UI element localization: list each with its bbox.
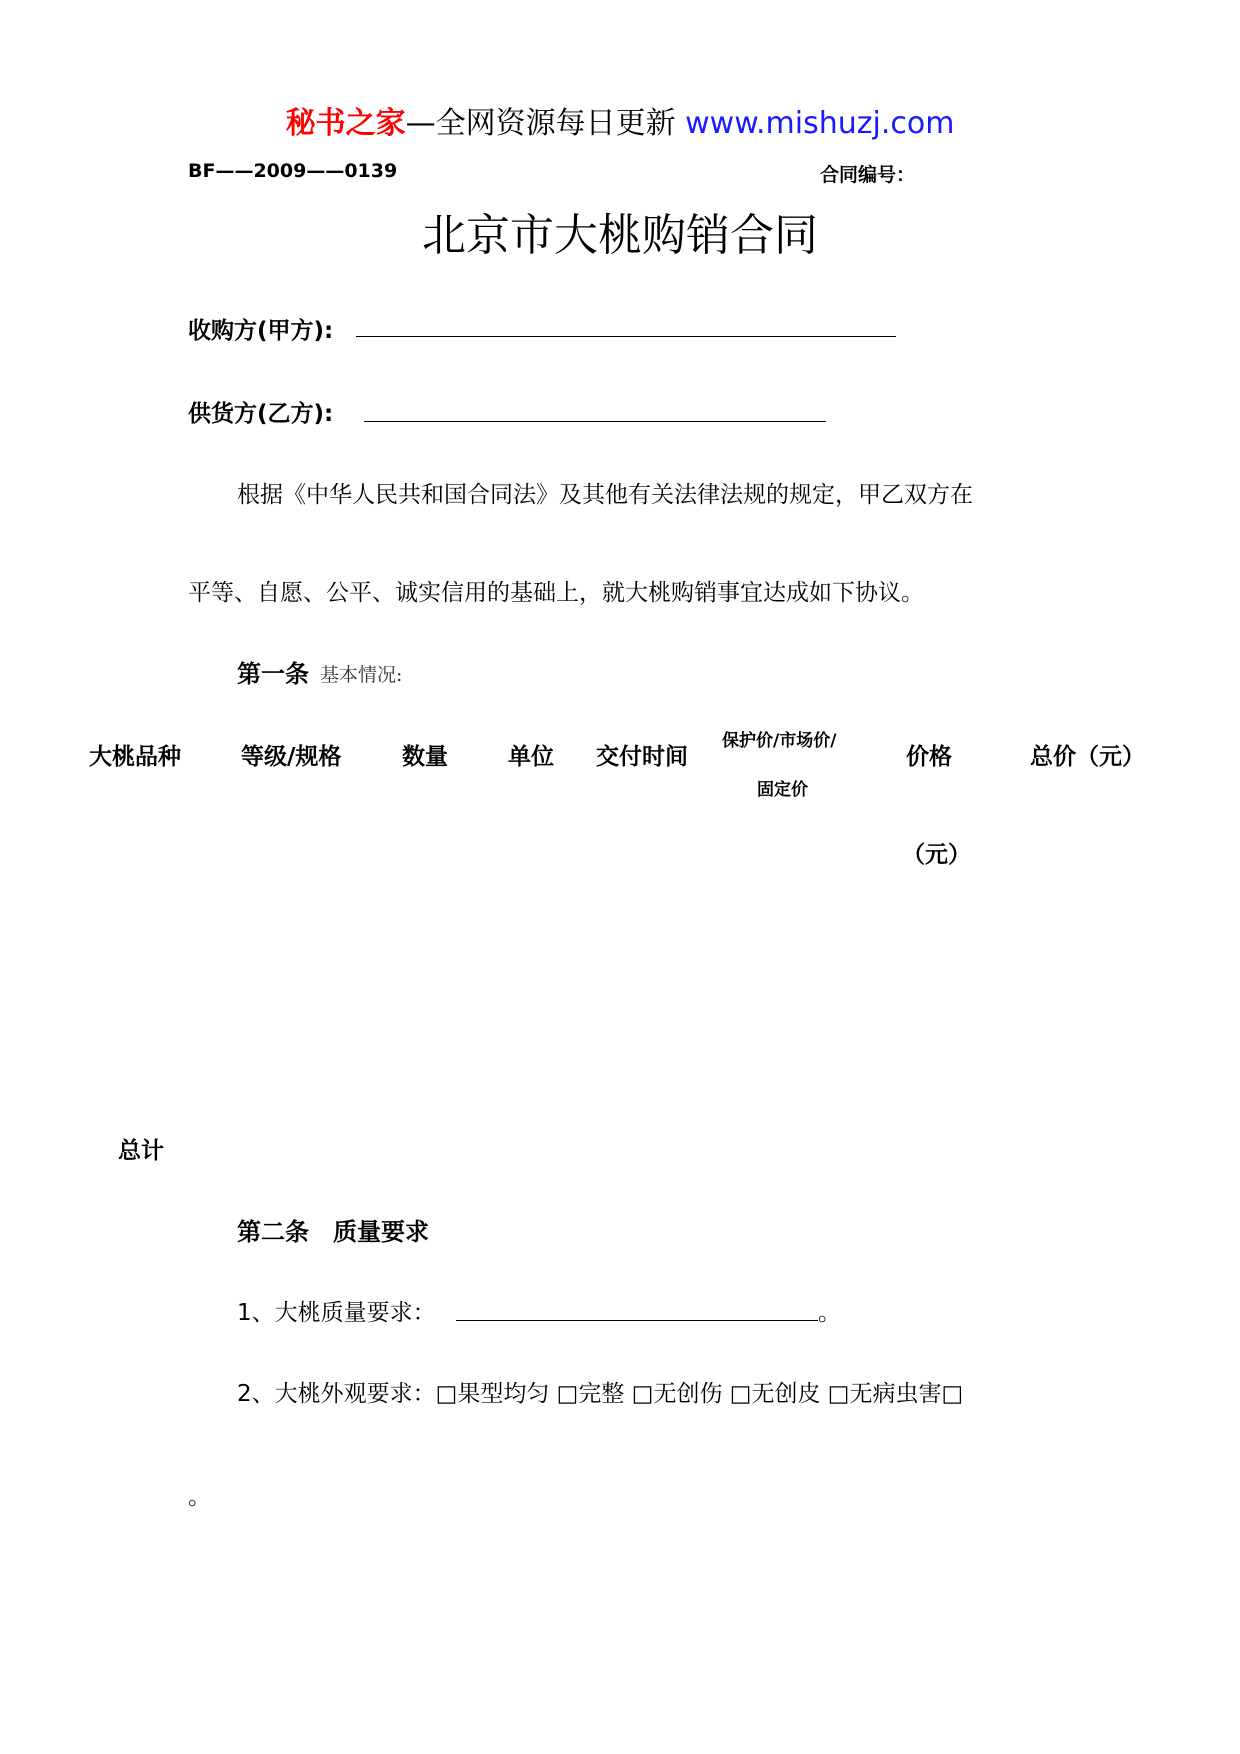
- appearance-requirement-end: 。: [188, 1484, 211, 1510]
- col-price: 价格: [906, 744, 952, 770]
- seller-label: 供货方(乙方):: [188, 401, 334, 427]
- article-1-subheading: 基本情况:: [320, 664, 403, 686]
- appearance-requirement-options[interactable]: 2、大桃外观要求：□果型均匀 □完整 □无创伤 □无创皮 □无病虫害□: [237, 1381, 964, 1407]
- quality-requirement-end: 。: [818, 1300, 841, 1326]
- quality-requirement-blank[interactable]: [456, 1320, 818, 1321]
- page-title: 北京市大桃购销合同: [422, 210, 818, 261]
- col-total-price: 总价（元）: [1030, 744, 1145, 770]
- seller-blank-line[interactable]: [364, 421, 826, 422]
- col-variety: 大桃品种: [89, 744, 181, 770]
- document-code: BF——2009——0139: [188, 160, 398, 182]
- article-2-heading: 第二条 质量要求: [237, 1218, 429, 1246]
- preamble-line-1: 根据《中华人民共和国合同法》及其他有关法律法规的规定，甲乙双方在: [237, 482, 973, 508]
- article-1-heading: 第一条: [237, 660, 309, 688]
- contract-number-label: 合同编号：: [820, 164, 916, 186]
- banner-url[interactable]: www.mishuzj.com: [685, 106, 955, 141]
- col-price-unit: （元）: [902, 842, 971, 868]
- col-delivery-time: 交付时间: [596, 744, 688, 770]
- col-quantity: 数量: [402, 744, 448, 770]
- quality-requirement-label: 1、大桃质量要求：: [237, 1300, 436, 1326]
- table-total-label: 总计: [118, 1138, 164, 1164]
- site-banner: [0, 102, 1240, 146]
- preamble-line-2: 平等、自愿、公平、诚实信用的基础上，就大桃购销事宜达成如下协议。: [188, 580, 924, 606]
- col-price-type-line2: 固定价: [757, 780, 808, 800]
- buyer-blank-line[interactable]: [356, 336, 896, 337]
- col-grade: 等级/规格: [241, 744, 342, 770]
- col-price-type-line1: 保护价/市场价/: [722, 731, 837, 751]
- banner-brand: 秘书之家: [285, 106, 406, 141]
- buyer-label: 收购方(甲方):: [188, 318, 334, 344]
- col-unit: 单位: [508, 744, 554, 770]
- banner-slogan: —全网资源每日更新: [405, 106, 686, 141]
